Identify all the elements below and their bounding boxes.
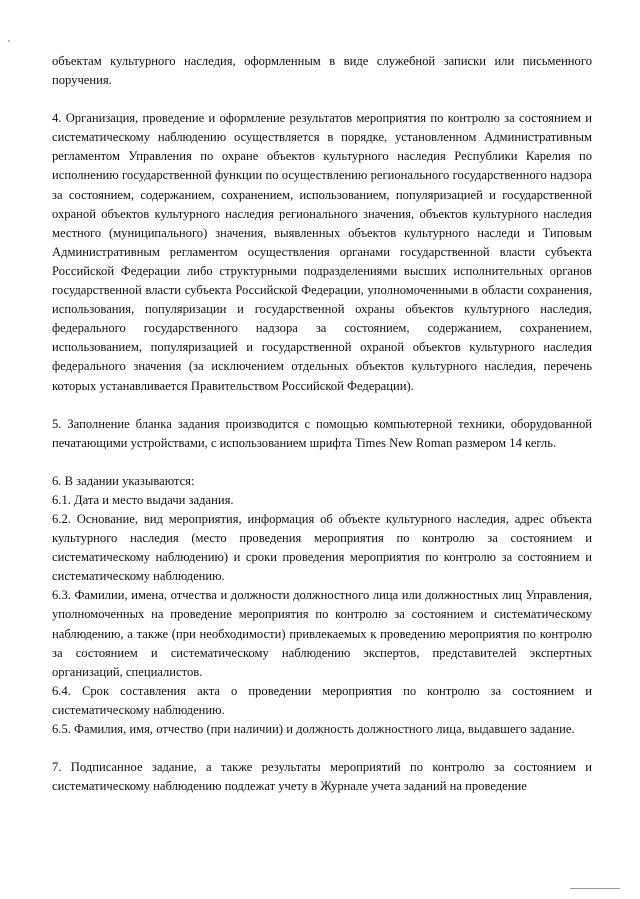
paragraph-5: 5. Заполнение бланка задания производится с помощью компьютерной техники, оборудованной печатающими устройствами, с использованием шрифта Times New Roman размером 14 кегль. <box>52 416 592 450</box>
footer-line <box>570 888 620 889</box>
paragraph-gap <box>52 90 592 109</box>
paragraph-6-4: 6.4. Срок составления акта о проведении мероприятия по контролю за состоянием и систематическому наблюдению. <box>52 683 592 717</box>
paragraph-4: 4. Организация, проведение и оформление результатов мероприятия по контролю за состоянием и систематическому наблюдению осуществляется в порядке, установленном Административным регламентом Управления по охране объектов культурного наследия Республики Карелия по исполнению государственной функции по осуществлению регионального государственного надзора за состоянием, содержанием, сохранением, использованием, популяризацией и государственной охраной объектов культурного наследия регионального значения, объектов культурного наследия местного (муниципального) значения, выявленных объектов культурного наследи и Типовым Административным регламентом осуществления органами государственной власти субъекта Российской Федерации либо структурными подразделениями высших исполнительных органов государственной власти субъекта Российской Федерации, уполномоченными в области сохранения, использования, популяризации и государственной охраны объектов культурного наследия, федерального государственного надзора за состоянием, содержанием, сохранением, использованием, популяризацией и государственной охраной объектов культурного наследия федерального значения (за исключением отдельных объектов культурного наследия, перечень которых устанавливается Правительством Российской Федерации). <box>52 111 592 393</box>
scan-mark <box>8 40 10 42</box>
paragraph-6-2: 6.2. Основание, вид мероприятия, информация об объекте культурного наследия, адрес объекта культурного наследия (место проведения мероприятия по контролю за состоянием и систематическому наблюдению) и сроки проведения мероприятия по контролю за состоянием и систематическому наблюдению. <box>52 511 592 584</box>
paragraph-gap <box>52 453 592 472</box>
paragraph-6-3: 6.3. Фамилии, имена, отчества и должности должностного лица или должностных лиц Управления, уполномоченных на проведение мероприятия по контролю за состоянием и систематическому наблюдению, а также (при необходимости) привлекаемых к проведению мероприятия по контролю за состоянием и систематическому наблюдению экспертов, представителей экспертных организаций, специалистов. <box>52 588 592 679</box>
document-body <box>52 52 592 796</box>
paragraph-6-title: 6. В задании указываются: <box>52 473 195 488</box>
paragraph-6-5: 6.5. Фамилия, имя, отчество (при наличии) и должность должностного лица, выдавшего задание. <box>52 722 575 736</box>
paragraph-continuation: объектам культурного наследия, оформленным в виде служебной записки или письменного поручения. <box>52 54 592 88</box>
paragraph-6-1: 6.1. Дата и место выдачи задания. <box>52 492 234 507</box>
paragraph-gap <box>52 739 592 758</box>
paragraph-7: 7. Подписанное задание, а также результаты мероприятий по контролю за состоянием и систематическому наблюдению подлежат учету в Журнале учета заданий на проведение <box>52 760 592 794</box>
paragraph-gap <box>52 396 592 415</box>
